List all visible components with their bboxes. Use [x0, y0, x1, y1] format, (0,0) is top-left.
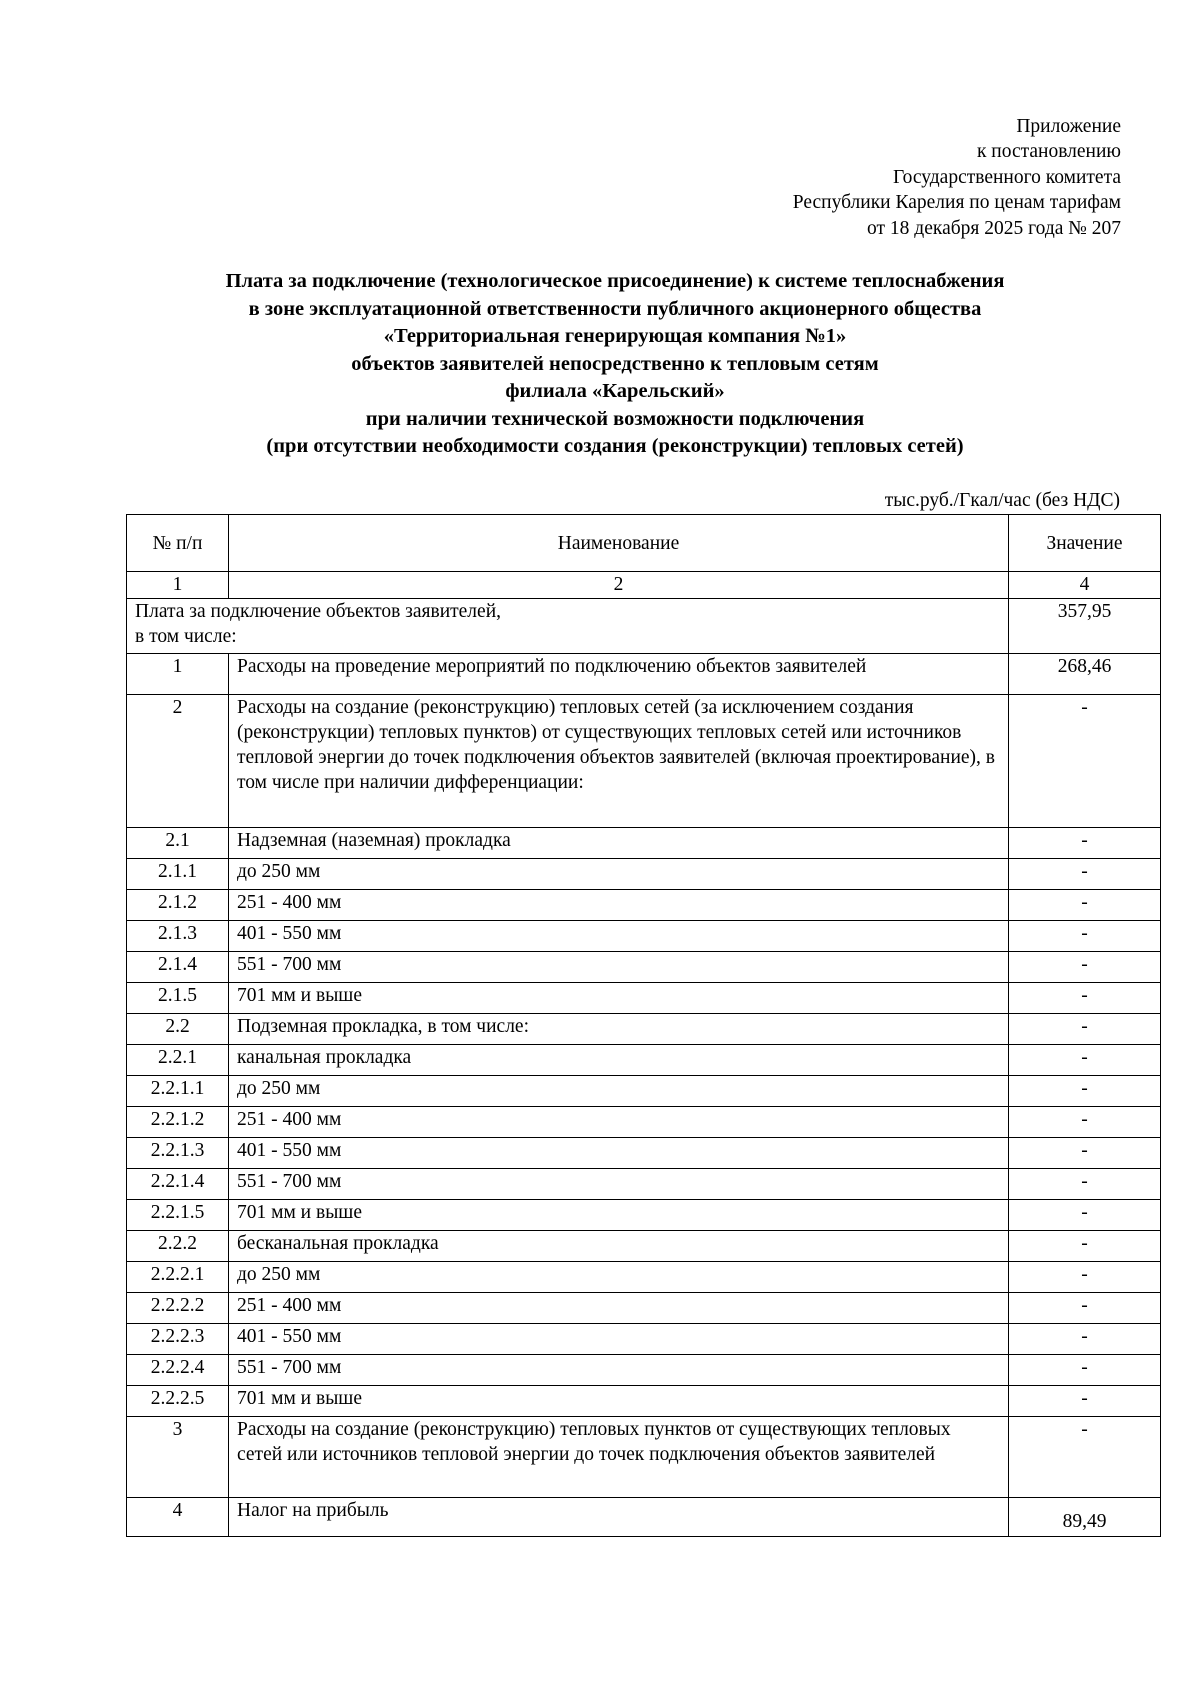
table-header-row	[127, 515, 1161, 572]
row-name: бесканальная прокладка	[229, 1231, 1009, 1262]
row-num: 3	[127, 1417, 229, 1498]
total-name-line: в том числе:	[135, 626, 237, 647]
row-num: 2	[127, 695, 229, 828]
row-value: -	[1009, 1138, 1161, 1169]
table-row	[127, 1107, 1161, 1138]
row-num: 2.2.2	[127, 1231, 229, 1262]
header-name: Наименование	[229, 515, 1009, 572]
table-row	[127, 1324, 1161, 1355]
row-value: -	[1009, 1355, 1161, 1386]
row-value: -	[1009, 1231, 1161, 1262]
total-name-line: Плата за подключение объектов заявителей,	[135, 601, 502, 622]
row-value: -	[1009, 952, 1161, 983]
row-num: 2.2.1	[127, 1045, 229, 1076]
table-row	[127, 1076, 1161, 1107]
table-row	[127, 983, 1161, 1014]
row-name: 551 - 700 мм	[229, 1355, 1009, 1386]
row-num: 2.1.3	[127, 921, 229, 952]
row-num: 2.2.2.2	[127, 1293, 229, 1324]
row-name: до 250 мм	[229, 1262, 1009, 1293]
title-line: в зоне эксплуатационной ответственности публичного акционерного общества	[248, 297, 982, 320]
row-value: -	[1009, 1293, 1161, 1324]
total-row	[127, 599, 1161, 654]
row-value: -	[1009, 983, 1161, 1014]
total-value: 357,95	[1009, 599, 1161, 654]
appendix-line: к постановлению	[976, 141, 1121, 163]
table-row	[127, 921, 1161, 952]
row-name: канальная прокладка	[229, 1045, 1009, 1076]
row-num: 2.2.2.3	[127, 1324, 229, 1355]
row-num: 2.1.1	[127, 859, 229, 890]
row-num: 1	[127, 654, 229, 695]
table-row	[127, 695, 1161, 828]
row-value: -	[1009, 695, 1161, 828]
row-name: 701 мм и выше	[229, 1386, 1009, 1417]
row-num: 2.2.1.4	[127, 1169, 229, 1200]
row-value: -	[1009, 890, 1161, 921]
table-row	[127, 1014, 1161, 1045]
index-value: 4	[1009, 572, 1161, 599]
appendix-line: Приложение	[1016, 116, 1121, 137]
appendix-line: Государственного комитета	[893, 166, 1121, 188]
table-row	[127, 1200, 1161, 1231]
table-row	[127, 1262, 1161, 1293]
row-num: 2.1	[127, 828, 229, 859]
title-line: «Территориальная генерирующая компания №1»	[383, 325, 847, 347]
index-num: 1	[127, 572, 229, 599]
row-name: 401 - 550 мм	[229, 1324, 1009, 1355]
index-name: 2	[229, 572, 1009, 599]
row-name: Надземная (наземная) прокладка	[229, 828, 1009, 859]
row-value: -	[1009, 1045, 1161, 1076]
title-line: Плата за подключение (технологическое присоединение) к системе теплоснабжения	[225, 270, 1005, 292]
row-name: 551 - 700 мм	[229, 1169, 1009, 1200]
title-line: (при отсутствии необходимости создания (реконструкции) тепловых сетей)	[266, 435, 964, 457]
title-line: филиала «Карельский»	[505, 380, 725, 402]
table-row	[127, 1355, 1161, 1386]
row-name: до 250 мм	[229, 1076, 1009, 1107]
row-value: -	[1009, 1076, 1161, 1107]
total-name	[127, 599, 1009, 654]
table-row	[127, 952, 1161, 983]
row-value: -	[1009, 828, 1161, 859]
table-row	[127, 1169, 1161, 1200]
row-num: 2.2.2.4	[127, 1355, 229, 1386]
row-name: Расходы на создание (реконструкцию) тепловых сетей (за исключением создания (реконструкции) тепловых пунктов) от существующих тепловых сетей или источников тепловой энергии до точек подключения объектов заявителей (включая проектирование), в том числе при наличии дифференциации:	[229, 695, 1009, 828]
row-name: 551 - 700 мм	[229, 952, 1009, 983]
table-row	[127, 859, 1161, 890]
table-row	[127, 828, 1161, 859]
header-value: Значение	[1009, 515, 1161, 572]
row-num: 2.1.5	[127, 983, 229, 1014]
tariff-table	[126, 514, 1161, 1537]
row-value: -	[1009, 1169, 1161, 1200]
row-num: 2.2.1.1	[127, 1076, 229, 1107]
table-row	[127, 1045, 1161, 1076]
row-name: Налог на прибыль	[229, 1498, 1009, 1537]
row-num: 2.2.1.2	[127, 1107, 229, 1138]
row-name: 701 мм и выше	[229, 1200, 1009, 1231]
row-num: 2.1.4	[127, 952, 229, 983]
row-num: 2.1.2	[127, 890, 229, 921]
row-name: Подземная прокладка, в том числе:	[229, 1014, 1009, 1045]
row-name: Расходы на проведение мероприятий по подключению объектов заявителей	[229, 654, 1009, 695]
row-name: 701 мм и выше	[229, 983, 1009, 1014]
row-name: 401 - 550 мм	[229, 1138, 1009, 1169]
table-row	[127, 1138, 1161, 1169]
table-row	[127, 890, 1161, 921]
table-row	[127, 1293, 1161, 1324]
appendix-line: от 18 декабря 2025 года № 207	[867, 217, 1121, 239]
row-value: -	[1009, 1324, 1161, 1355]
document-title	[150, 268, 1080, 461]
table-row	[127, 1417, 1161, 1498]
row-value: -	[1009, 1262, 1161, 1293]
row-num: 4	[127, 1498, 229, 1537]
row-value: -	[1009, 1386, 1161, 1417]
units-label: тыс.руб./Гкал/час (без НДС)	[884, 490, 1120, 511]
row-value: -	[1009, 1417, 1161, 1498]
row-name: Расходы на создание (реконструкцию) тепловых пунктов от существующих тепловых сетей или источников тепловой энергии до точек подключения объектов заявителей	[229, 1417, 1009, 1498]
row-num: 2.2.2.5	[127, 1386, 229, 1417]
table-row	[127, 654, 1161, 695]
row-value: -	[1009, 859, 1161, 890]
row-name: 401 - 550 мм	[229, 921, 1009, 952]
table-row	[127, 1231, 1161, 1262]
column-index-row	[127, 572, 1161, 599]
row-value: -	[1009, 1107, 1161, 1138]
title-line: при наличии технической возможности подключения	[365, 407, 865, 430]
row-num: 2.2.1.5	[127, 1200, 229, 1231]
row-name: до 250 мм	[229, 859, 1009, 890]
row-value: 89,49	[1009, 1498, 1161, 1537]
row-name: 251 - 400 мм	[229, 1107, 1009, 1138]
row-value: 268,46	[1009, 654, 1161, 695]
row-num: 2.2.1.3	[127, 1138, 229, 1169]
row-name: 251 - 400 мм	[229, 1293, 1009, 1324]
appendix-line: Республики Карелия по ценам тарифам	[792, 192, 1121, 214]
title-line: объектов заявителей непосредственно к тепловым сетям	[351, 352, 879, 375]
appendix-reference	[641, 114, 1121, 241]
row-num: 2.2	[127, 1014, 229, 1045]
header-num: № п/п	[127, 515, 229, 572]
row-value: -	[1009, 921, 1161, 952]
row-name: 251 - 400 мм	[229, 890, 1009, 921]
row-value: -	[1009, 1014, 1161, 1045]
table-row	[127, 1386, 1161, 1417]
row-value: -	[1009, 1200, 1161, 1231]
row-num: 2.2.2.1	[127, 1262, 229, 1293]
table-row	[127, 1498, 1161, 1537]
